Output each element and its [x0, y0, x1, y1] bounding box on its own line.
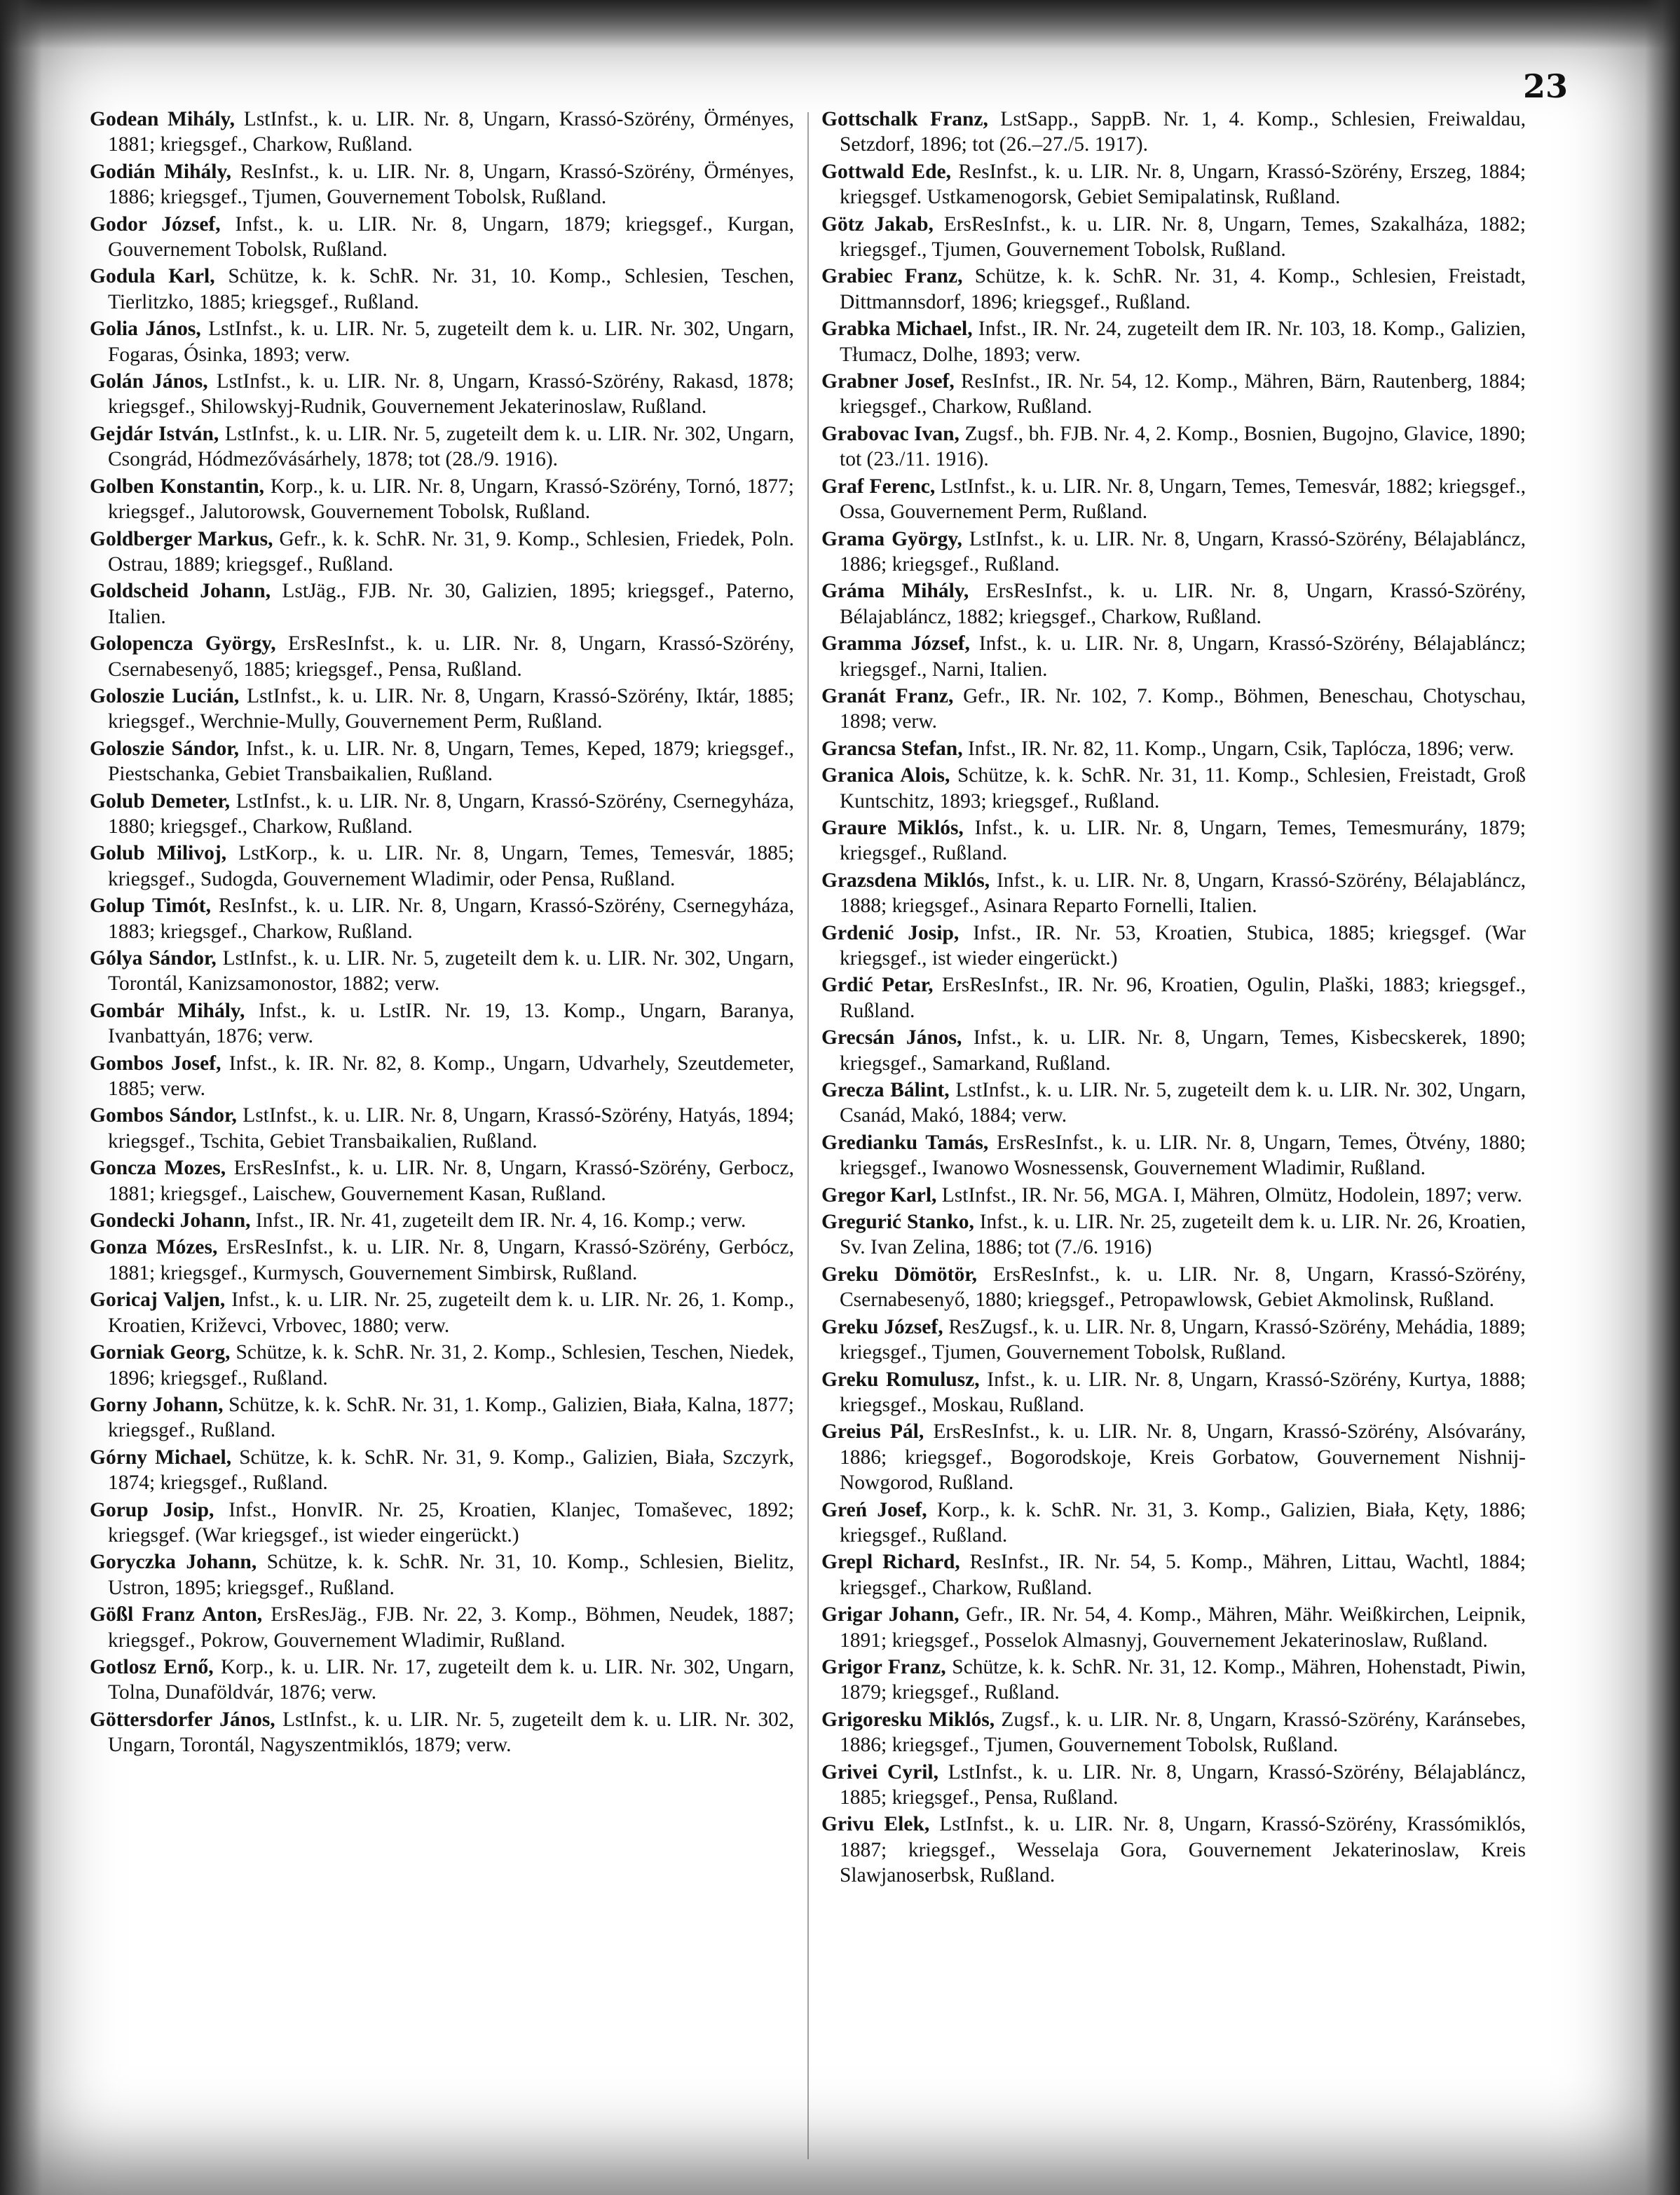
entry-name: Grepl Richard, — [821, 1551, 960, 1574]
entry-details: ResInfst., k. u. LIR. Nr. 8, Ungarn, Krassó-Szörény, Csernegyháza, 1883; kriegsgef., Charkow, Rußland. — [108, 895, 794, 943]
entry-details: LstInfst., IR. Nr. 56, MGA. I, Mähren, Olmütz, Hodolein, 1897; verw. — [941, 1183, 1522, 1207]
register-entry — [90, 1602, 794, 1653]
entry-name: Götz Jakab, — [821, 212, 934, 236]
entry-name: Granica Alois, — [821, 764, 950, 787]
register-entry — [821, 1760, 1526, 1811]
entry-name: Gottschalk Franz, — [821, 108, 988, 130]
entry-name: Goncza Mozes, — [90, 1157, 226, 1180]
entry-details: Infst., k. u. LIR. Nr. 8, Ungarn, Temes, Keped, 1879; kriegsgef., Piestschanka, Gebiet Transbaikalien, Rußland. — [108, 737, 794, 786]
register-entry — [90, 893, 794, 944]
register-entry — [90, 998, 794, 1049]
register-entry — [90, 1340, 794, 1391]
entry-name: Godián Mihály, — [90, 160, 231, 183]
right-column — [821, 107, 1526, 1890]
register-entry — [90, 159, 794, 210]
register-entry — [821, 1209, 1526, 1260]
entry-details: Infst., k. u. LIR. Nr. 8, Ungarn, Krassó-Szörény, Bélajabláncz; kriegsgef., Narni, Italien. — [840, 632, 1527, 681]
register-entry — [821, 1183, 1526, 1208]
entry-details: LstInfst., k. u. LIR. Nr. 5, zugeteilt dem k. u. LIR. Nr. 302, Ungarn, Torontál, Nagyszentmiklós, 1879; verw. — [108, 1708, 794, 1757]
entry-details: Infst., k. u. LIR. Nr. 8, Ungarn, Krassó-Szörény, Kurtya, 1888; kriegsgef., Moskau, Rußland. — [840, 1368, 1527, 1416]
entry-name: Gotlosz Ernő, — [90, 1655, 214, 1678]
entry-details: Schütze, k. k. SchR. Nr. 31, 11. Komp., Schlesien, Freistadt, Groß Kuntschitz, 1893; kriegsgef., Rußland. — [840, 764, 1527, 813]
register-entry — [90, 684, 794, 735]
register-entry — [90, 736, 794, 787]
entry-name: Gejdár István, — [90, 422, 219, 445]
entry-name: Goldberger Markus, — [90, 527, 273, 550]
register-entry — [821, 159, 1526, 210]
register-entry — [821, 1314, 1526, 1366]
entry-name: Greku Dömötör, — [821, 1263, 977, 1286]
entry-name: Godula Karl, — [90, 265, 215, 288]
register-entry — [90, 212, 794, 263]
entry-details: Zugsf., bh. FJB. Nr. 4, 2. Komp., Bosnien, Bugojno, Glavice, 1890; tot (23./11. 1916). — [840, 422, 1526, 471]
register-entry — [90, 1392, 794, 1443]
entry-details: Schütze, k. k. SchR. Nr. 31, 2. Komp., Schlesien, Teschen, Niedek, 1896; kriegsgef., Rußland. — [108, 1341, 794, 1389]
register-entry — [90, 789, 794, 840]
entry-details: LstSapp., SappB. Nr. 1, 4. Komp., Schlesien, Freiwaldau, Setzdorf, 1896; tot (26.–27./5. 1917). — [840, 108, 1526, 156]
register-entry — [821, 1367, 1526, 1418]
entry-details: Infst., k. u. LIR. Nr. 8, Ungarn, 1879; kriegsgef., Kurgan, Gouvernement Tobolsk, Rußland. — [108, 212, 795, 261]
entry-name: Grivu Elek, — [821, 1813, 930, 1836]
entry-name: Godean Mihály, — [90, 108, 235, 130]
entry-details: LstKorp., k. u. LIR. Nr. 8, Ungarn, Temes, Temesvár, 1885; kriegsgef., Sudogda, Gouvernement Wladimir, oder Pensa, Rußland. — [108, 842, 794, 890]
register-entry — [821, 1262, 1526, 1313]
entry-details: Gefr., k. k. SchR. Nr. 31, 9. Komp., Schlesien, Friedek, Poln. Ostrau, 1889; kriegsgef., Rußland. — [108, 527, 795, 576]
register-entry — [821, 1130, 1526, 1181]
entry-details: Infst., k. u. LIR. Nr. 8, Ungarn, Temes, Temesmurány, 1879; kriegsgef., Rußland. — [840, 816, 1526, 865]
register-entry — [821, 920, 1526, 972]
register-entry — [90, 1497, 794, 1549]
entry-details: ResInfst., IR. Nr. 54, 12. Komp., Mähren, Bärn, Rautenberg, 1884; kriegsgef., Charkow, Rußland. — [840, 370, 1526, 419]
entry-details: ErsResInfst., k. u. LIR. Nr. 8, Ungarn, Krassó-Szörény, Bélajabláncz, 1882; kriegsgef., Charkow, Rußland. — [840, 580, 1526, 628]
entry-name: Graf Ferenc, — [821, 475, 936, 498]
scan-shadow-right — [1645, 0, 1680, 2195]
entry-name: Gößl Franz Anton, — [90, 1603, 263, 1626]
entry-name: Grabner Josef, — [821, 370, 955, 393]
entry-name: Godor József, — [90, 212, 221, 236]
entry-name: Gregurić Stanko, — [821, 1211, 974, 1234]
entry-name: Grama György, — [821, 527, 962, 550]
entry-name: Grdenić Josip, — [821, 921, 959, 944]
entry-details: ErsResInfst., IR. Nr. 96, Kroatien, Ogulin, Plaški, 1883; kriegsgef., Rußland. — [840, 974, 1527, 1022]
entry-name: Grigor Franz, — [821, 1655, 946, 1678]
entry-name: Gorup Josip, — [90, 1498, 214, 1521]
entry-details: ErsResJäg., FJB. Nr. 22, 3. Komp., Böhmen, Neudek, 1887; kriegsgef., Pokrow, Gouvernement Wladimir, Rußland. — [108, 1603, 794, 1652]
scan-shadow-top — [0, 0, 1680, 49]
register-entry — [90, 1707, 794, 1758]
register-entry — [821, 972, 1526, 1024]
register-entry — [90, 1654, 794, 1706]
register-entry — [90, 1549, 794, 1601]
entry-name: Golán János, — [90, 370, 208, 393]
register-entry — [90, 1051, 794, 1102]
entry-details: ErsResInfst., k. u. LIR. Nr. 8, Ungarn, Krassó-Szörény, Gerbócz, 1881; kriegsgef., Kurmysch, Gouvernement Simbirsk, Rußland. — [108, 1236, 795, 1284]
entry-details: ErsResInfst., k. u. LIR. Nr. 8, Ungarn, Krassó-Szörény, Csernabesenyő, 1885; kriegsgef., Pensa, Rußland. — [108, 632, 794, 681]
entry-name: Gráma Mihály, — [821, 580, 969, 603]
entry-details: ErsResInfst., k. u. LIR. Nr. 8, Ungarn, Krassó-Szörény, Alsóvarány, 1886; kriegsgef., Bogorodskoje, Kreis Gorbatow, Gouvernement Nishnij-Nowgorod, Rußland. — [840, 1420, 1526, 1495]
entry-name: Goryczka Johann, — [90, 1551, 257, 1574]
register-entry — [821, 264, 1526, 315]
entry-name: Gombos Sándor, — [90, 1104, 237, 1127]
entry-details: LstInfst., k. u. LIR. Nr. 5, zugeteilt dem k. u. LIR. Nr. 302, Ungarn, Torontál, Kanizsamonostor, 1882; verw. — [108, 947, 795, 995]
entry-name: Golben Konstantin, — [90, 475, 265, 498]
entry-name: Greius Pál, — [821, 1420, 924, 1443]
entry-name: Goloszie Lucián, — [90, 684, 240, 707]
entry-details: Infst., k. u. LIR. Nr. 8, Ungarn, Krassó-Szörény, Bélajabláncz, 1888; kriegsgef., Asinara Reparto Fornelli, Italien. — [840, 869, 1527, 918]
register-entry — [821, 1654, 1526, 1706]
register-entry — [90, 526, 794, 578]
entry-name: Goloszie Sándor, — [90, 737, 239, 760]
register-entry — [90, 369, 794, 420]
register-entry — [90, 946, 794, 997]
register-entry — [821, 1707, 1526, 1758]
entry-details: Schütze, k. k. SchR. Nr. 31, 10. Komp., Schlesien, Bielitz, Ustron, 1895; kriegsgef., Rußland. — [108, 1551, 794, 1599]
entry-details: Gefr., IR. Nr. 54, 4. Komp., Mähren, Mähr. Weißkirchen, Leipnik, 1891; kriegsgef., Posselok Almasnyj, Gouvernement Jekaterinoslaw, Rußland. — [840, 1603, 1527, 1652]
entry-details: Korp., k. u. LIR. Nr. 17, zugeteilt dem k. u. LIR. Nr. 302, Ungarn, Tolna, Dunaföldvár, 1876; verw. — [108, 1655, 795, 1704]
entry-details: Schütze, k. k. SchR. Nr. 31, 12. Komp., Mähren, Hohenstadt, Piwin, 1879; kriegsgef., Rußland. — [840, 1655, 1526, 1704]
entry-name: Grivei Cyril, — [821, 1760, 938, 1783]
entry-name: Goldscheid Johann, — [90, 580, 271, 603]
entry-name: Grdić Petar, — [821, 974, 934, 997]
entry-name: Gorny Johann, — [90, 1393, 224, 1416]
register-entry — [821, 631, 1526, 682]
entry-name: Grabovac Ivan, — [821, 422, 959, 445]
entry-details: ResZugsf., k. u. LIR. Nr. 8, Ungarn, Krassó-Szörény, Mehádia, 1889; kriegsgef., Tjumen, Gouvernement Tobolsk, Rußland. — [840, 1315, 1526, 1364]
entry-name: Golopencza György, — [90, 632, 276, 655]
register-entry — [821, 684, 1526, 735]
register-entry — [821, 316, 1526, 367]
entry-details: Infst., HonvIR. Nr. 25, Kroatien, Klanjec, Tomaševec, 1892; kriegsgef. (War kriegsgef., ist wieder eingerückt.) — [108, 1498, 794, 1547]
entry-details: ErsResInfst., k. u. LIR. Nr. 8, Ungarn, Temes, Ötvény, 1880; kriegsgef., Iwanowo Wosnessensk, Gouvernement Wladimir, Rußland. — [840, 1131, 1526, 1180]
entry-details: LstInfst., k. u. LIR. Nr. 8, Ungarn, Krassó-Szörény, Rakasd, 1878; kriegsgef., Shilowskyj-Rudnik, Gouvernement Jekaterinoslaw, Rußland. — [108, 370, 795, 419]
entry-details: LstInfst., k. u. LIR. Nr. 8, Ungarn, Krassó-Szörény, Bélajabláncz, 1886; kriegsgef., Rußland. — [840, 527, 1526, 576]
entry-name: Golub Milivoj, — [90, 842, 227, 865]
entry-name: Granát Franz, — [821, 684, 954, 707]
entry-name: Gramma József, — [821, 632, 970, 655]
entry-details: LstInfst., k. u. LIR. Nr. 5, zugeteilt dem k. u. LIR. Nr. 302, Ungarn, Fogaras, Ósinka, 1893; verw. — [108, 318, 795, 366]
register-entry — [90, 631, 794, 682]
entry-details: Schütze, k. k. SchR. Nr. 31, 1. Komp., Galizien, Biała, Kalna, 1877; kriegsgef., Rußland. — [108, 1393, 795, 1442]
register-entry — [821, 1419, 1526, 1495]
entry-details: LstJäg., FJB. Nr. 30, Galizien, 1895; kriegsgef., Paterno, Italien. — [108, 580, 795, 628]
entry-details: Infst., k. IR. Nr. 82, 8. Komp., Ungarn, Udvarhely, Szeutdemeter, 1885; verw. — [108, 1052, 795, 1101]
entry-name: Goricaj Valjen, — [90, 1289, 226, 1312]
register-entry — [821, 1497, 1526, 1549]
entry-details: Infst., k. u. LIR. Nr. 8, Ungarn, Temes, Kisbecskerek, 1890; kriegsgef., Samarkand, Rußland. — [840, 1026, 1527, 1075]
left-column — [90, 107, 794, 1760]
entry-name: Grabiec Franz, — [821, 265, 963, 288]
register-entry — [90, 474, 794, 525]
register-entry — [821, 369, 1526, 420]
entry-name: Golia János, — [90, 318, 201, 341]
register-entry — [90, 1208, 794, 1233]
entry-details: Infst., k. u. LIR. Nr. 25, zugeteilt dem k. u. LIR. Nr. 26, 1. Komp., Kroatien, Križevci, Vrbovec, 1880; verw. — [108, 1289, 795, 1337]
entry-name: Gombár Mihály, — [90, 999, 245, 1022]
entry-details: Infst., IR. Nr. 53, Kroatien, Stubica, 1885; kriegsgef. (War kriegsgef., ist wieder eingerückt.) — [840, 921, 1527, 970]
entry-name: Golup Timót, — [90, 895, 211, 918]
entry-name: Greku József, — [821, 1315, 943, 1338]
register-entry — [821, 107, 1526, 158]
entry-name: Grigar Johann, — [821, 1603, 959, 1626]
entry-name: Grabka Michael, — [821, 318, 973, 341]
register-entry — [90, 264, 794, 315]
entry-details: Infst., k. u. LstIR. Nr. 19, 13. Komp., Ungarn, Baranya, Ivanbattyán, 1876; verw. — [108, 999, 794, 1048]
register-entry — [821, 212, 1526, 263]
scan-shadow-left — [0, 0, 42, 2195]
entry-details: Infst., IR. Nr. 41, zugeteilt dem IR. Nr. 4, 16. Komp.; verw. — [255, 1209, 746, 1232]
entry-name: Grazsdena Miklós, — [821, 869, 990, 892]
entry-name: Gombos Josef, — [90, 1052, 221, 1075]
entry-details: ErsResInfst., k. u. LIR. Nr. 8, Ungarn, Krassó-Szörény, Csernabesenyő, 1880; kriegsgef., Petropawlowsk, Gebiet Akmolinsk, Rußland. — [840, 1263, 1526, 1312]
entry-details: Infst., IR. Nr. 82, 11. Komp., Ungarn, Csik, Taplócza, 1896; verw. — [967, 737, 1515, 760]
entry-details: ResInfst., IR. Nr. 54, 5. Komp., Mähren, Littau, Wachtl, 1884; kriegsgef., Charkow, Rußland. — [840, 1551, 1527, 1599]
entry-name: Gondecki Johann, — [90, 1209, 251, 1232]
entry-details: LstInfst., k. u. LIR. Nr. 8, Ungarn, Krassó-Szörény, Hatyás, 1894; kriegsgef., Tschita, Gebiet Transbaikalien, Rußland. — [108, 1104, 795, 1153]
entry-details: Schütze, k. k. SchR. Nr. 31, 10. Komp., Schlesien, Teschen, Tierlitzko, 1885; kriegsgef., Rußland. — [108, 265, 794, 313]
register-entry — [90, 421, 794, 473]
entry-name: Górny Michael, — [90, 1446, 232, 1469]
column-divider — [807, 112, 809, 2159]
register-entry — [90, 1235, 794, 1286]
entry-details: Korp., k. k. SchR. Nr. 31, 3. Komp., Galizien, Biała, Kęty, 1886; kriegsgef., Rußland. — [840, 1498, 1527, 1547]
entry-details: Korp., k. u. LIR. Nr. 8, Ungarn, Krassó-Szörény, Tornó, 1877; kriegsgef., Jalutorowsk, Gouvernement Tobolsk, Rußland. — [108, 475, 795, 524]
entry-name: Grigoresku Miklós, — [821, 1708, 995, 1731]
entry-details: LstInfst., k. u. LIR. Nr. 5, zugeteilt dem k. u. LIR. Nr. 302, Ungarn, Csongrád, Hódmezővásárhely, 1878; tot (28./9. 1916). — [108, 422, 795, 471]
entry-name: Grecsán János, — [821, 1026, 962, 1049]
entry-name: Gólya Sándor, — [90, 947, 217, 970]
entry-details: LstInfst., k. u. LIR. Nr. 8, Ungarn, Temes, Temesvár, 1882; kriegsgef., Ossa, Gouvernement Perm, Rußland. — [840, 475, 1526, 524]
register-entry — [90, 1445, 794, 1496]
register-entry — [821, 736, 1526, 761]
register-entry — [90, 316, 794, 367]
entry-details: Zugsf., k. u. LIR. Nr. 8, Ungarn, Krassó-Szörény, Karánsebes, 1886; kriegsgef., Tjumen, Gouvernement Tobolsk, Rußland. — [840, 1708, 1527, 1757]
register-entry — [821, 526, 1526, 578]
register-entry — [90, 107, 794, 158]
entry-name: Graure Miklós, — [821, 816, 964, 839]
register-entry — [821, 1025, 1526, 1076]
register-entry — [821, 578, 1526, 630]
entry-details: LstInfst., k. u. LIR. Nr. 8, Ungarn, Krassó-Szörény, Örményes, 1881; kriegsgef., Charkow, Rußland. — [108, 108, 794, 156]
entry-details: ResInfst., k. u. LIR. Nr. 8, Ungarn, Krassó-Szörény, Örményes, 1886; kriegsgef., Tjumen, Gouvernement Tobolsk, Rußland. — [108, 160, 794, 209]
entry-details: Schütze, k. k. SchR. Nr. 31, 4. Komp., Schlesien, Freistadt, Dittmannsdorf, 1896; kriegsgef., Rußland. — [840, 265, 1527, 313]
entry-details: Infst., IR. Nr. 24, zugeteilt dem IR. Nr. 103, 18. Komp., Galizien, Tłumacz, Dolhe, 1893; verw. — [840, 318, 1526, 366]
register-entry — [90, 1287, 794, 1338]
entry-name: Grecza Bálint, — [821, 1079, 950, 1102]
register-entry — [821, 1549, 1526, 1601]
page-number: 23 — [1522, 67, 1568, 105]
entry-name: Gorniak Georg, — [90, 1341, 231, 1364]
entry-details: Gefr., IR. Nr. 102, 7. Komp., Böhmen, Beneschau, Chotyschau, 1898; verw. — [840, 684, 1527, 733]
register-entry — [821, 1078, 1526, 1129]
entry-details: LstInfst., k. u. LIR. Nr. 8, Ungarn, Krassó-Szörény, Csernegyháza, 1880; kriegsgef., Charkow, Rußland. — [108, 789, 795, 838]
entry-name: Greku Romulusz, — [821, 1368, 980, 1391]
entry-details: ResInfst., k. u. LIR. Nr. 8, Ungarn, Krassó-Szörény, Erszeg, 1884; kriegsgef. Ustkamenogorsk, Gebiet Semipalatinsk, Rußland. — [840, 160, 1527, 209]
entry-name: Grancsa Stefan, — [821, 737, 963, 760]
entry-details: LstInfst., k. u. LIR. Nr. 8, Ungarn, Krassó-Szörény, Bélajabláncz, 1885; kriegsgef., Pensa, Rußland. — [840, 1760, 1527, 1809]
register-entry — [821, 1602, 1526, 1653]
register-entry — [90, 1155, 794, 1207]
entry-name: Göttersdorfer János, — [90, 1708, 275, 1731]
register-entry — [90, 578, 794, 630]
entry-details: ErsResInfst., k. u. LIR. Nr. 8, Ungarn, Krassó-Szörény, Gerbocz, 1881; kriegsgef., Laischew, Gouvernement Kasan, Rußland. — [108, 1157, 794, 1205]
register-entry — [90, 1103, 794, 1154]
entry-details: LstInfst., k. u. LIR. Nr. 8, Ungarn, Krassó-Szörény, Krassómiklós, 1887; kriegsgef., Wesselaja Gora, Gouvernement Jekaterinoslaw, Kreis Slawjanoserbsk, Rußland. — [840, 1813, 1527, 1887]
register-entry — [821, 815, 1526, 867]
entry-name: Gottwald Ede, — [821, 160, 951, 183]
entry-name: Greń Josef, — [821, 1498, 927, 1521]
entry-details: LstInfst., k. u. LIR. Nr. 5, zugeteilt dem k. u. LIR. Nr. 302, Ungarn, Csanád, Makó, 1884; verw. — [840, 1079, 1526, 1127]
entry-details: ErsResInfst., k. u. LIR. Nr. 8, Ungarn, Temes, Szakalháza, 1882; kriegsgef., Tjumen, Gouvernement Tobolsk, Rußland. — [840, 212, 1526, 261]
entry-details: LstInfst., k. u. LIR. Nr. 8, Ungarn, Krassó-Szörény, Iktár, 1885; kriegsgef., Werchnie-Mully, Gouvernement Perm, Rußland. — [108, 684, 794, 733]
register-entry — [821, 868, 1526, 919]
register-entry — [90, 841, 794, 892]
entry-name: Gregor Karl, — [821, 1183, 937, 1207]
entry-name: Golub Demeter, — [90, 789, 231, 813]
register-entry — [821, 763, 1526, 814]
entry-details: Schütze, k. k. SchR. Nr. 31, 9. Komp., Galizien, Biała, Szczyrk, 1874; kriegsgef., Rußland. — [108, 1446, 795, 1495]
register-entry — [821, 421, 1526, 473]
register-entry — [821, 1812, 1526, 1888]
entry-details: Infst., k. u. LIR. Nr. 25, zugeteilt dem k. u. LIR. Nr. 26, Kroatien, Sv. Ivan Zelina, 1886; tot (7./6. 1916) — [840, 1211, 1526, 1259]
register-entry — [821, 474, 1526, 525]
entry-name: Gredianku Tamás, — [821, 1131, 989, 1154]
entry-name: Gonza Mózes, — [90, 1236, 218, 1259]
